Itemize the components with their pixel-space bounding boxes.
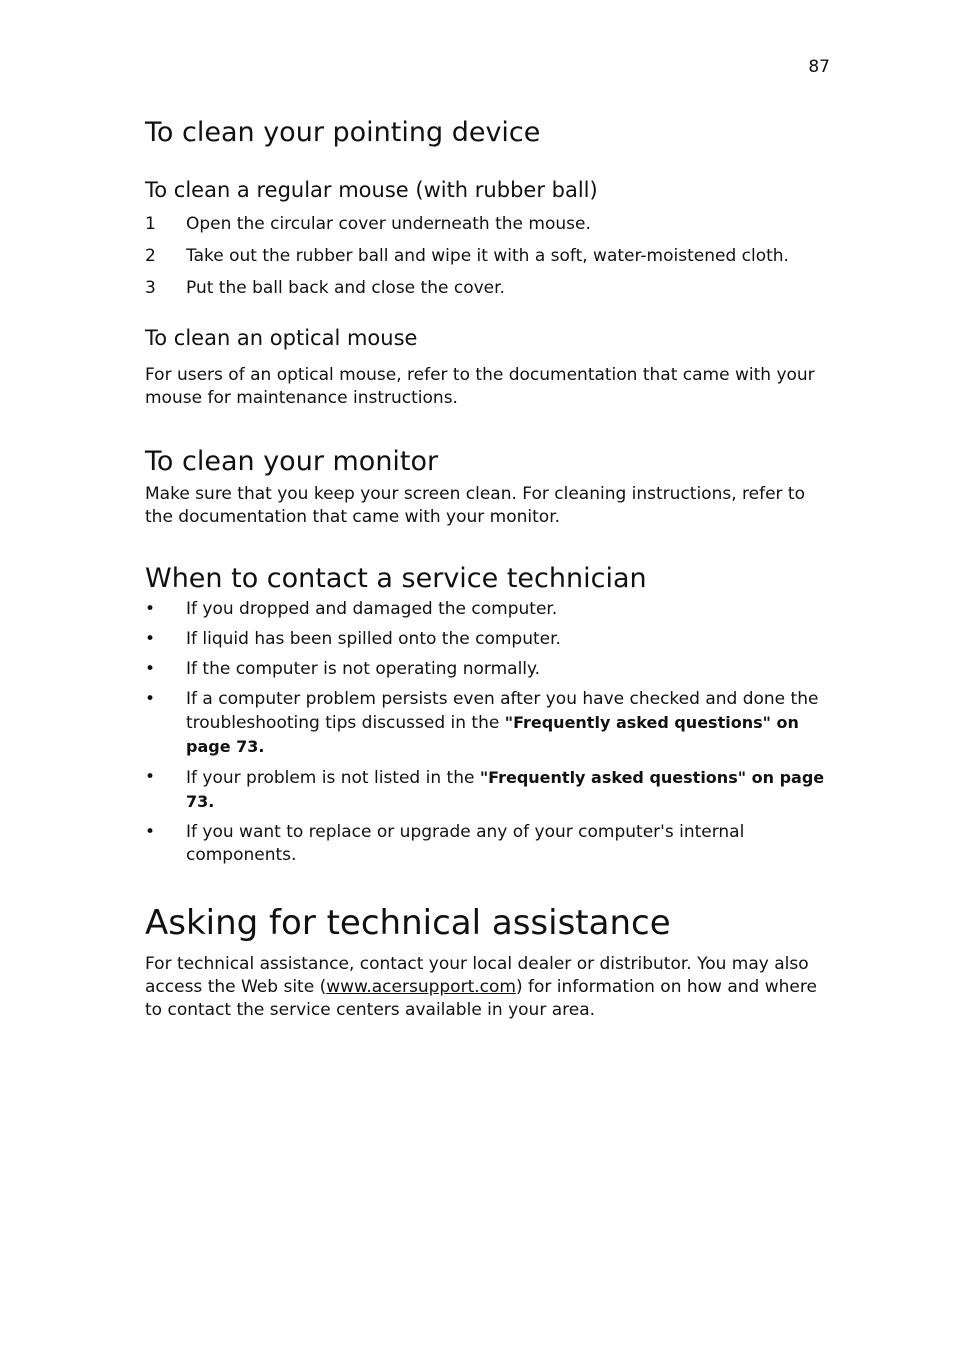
page-number: 87 [808,57,830,77]
step-item [145,245,835,268]
bullet-mark: • [145,822,156,842]
regular-mouse-steps [145,213,835,300]
step-number: 1 [145,214,156,234]
assistance-text-after: ) for information on how and where to contact the service centers available in your area. [145,977,817,1020]
step-text: Open the circular cover underneath the mouse. [186,214,591,234]
list-item-text: If liquid has been spilled onto the computer. [186,629,561,649]
heading-pointing-device: To clean your pointing device [145,117,541,148]
list-item [145,766,835,814]
faq-cross-reference[interactable]: "Frequently asked questions" on page 73. [186,713,799,756]
heading-technical-assistance: Asking for technical assistance [145,903,671,943]
list-item [145,598,835,621]
list-item [145,821,835,867]
step-number: 3 [145,278,156,298]
optical-mouse-text: For users of an optical mouse, refer to the documentation that came with your mouse for maintenance instructions. [145,365,815,408]
list-item [145,688,835,759]
bullet-mark: • [145,767,156,787]
step-item [145,277,835,300]
list-item-text: If a computer problem persists even after you have checked and done the troubleshooting tips discussed in the [186,689,819,733]
list-item-text: If you want to replace or upgrade any of your computer's internal components. [186,822,745,865]
step-text: Put the ball back and close the cover. [186,278,505,298]
heading-regular-mouse: To clean a regular mouse (with rubber ball) [145,178,598,202]
bullet-mark: • [145,689,156,709]
list-item-text: If the computer is not operating normally. [186,659,541,679]
step-item [145,213,835,236]
bullet-mark: • [145,659,156,679]
monitor-text: Make sure that you keep your screen clean. For cleaning instructions, refer to the documentation that came with your monitor. [145,484,806,527]
list-item-text: If you dropped and damaged the computer. [186,599,558,619]
heading-service-technician: When to contact a service technician [145,563,647,594]
assistance-text [145,953,835,1022]
acersupport-link[interactable]: www.acersupport.com [326,977,516,997]
bullet-mark: • [145,599,156,619]
heading-optical-mouse: To clean an optical mouse [145,326,418,350]
service-list [145,598,835,867]
step-number: 2 [145,246,156,266]
step-text: Take out the rubber ball and wipe it with a soft, water-moistened cloth. [186,246,789,266]
heading-monitor: To clean your monitor [145,446,439,477]
list-item [145,658,835,681]
page-content [145,114,835,1022]
assistance-text-before: For technical assistance, contact your local dealer or distributor. You may also access the Web site ( [145,954,809,997]
bullet-mark: • [145,629,156,649]
faq-cross-reference[interactable]: "Frequently asked questions" on page 73. [186,768,825,811]
list-item-text: If your problem is not listed in the [186,768,480,788]
list-item [145,628,835,651]
